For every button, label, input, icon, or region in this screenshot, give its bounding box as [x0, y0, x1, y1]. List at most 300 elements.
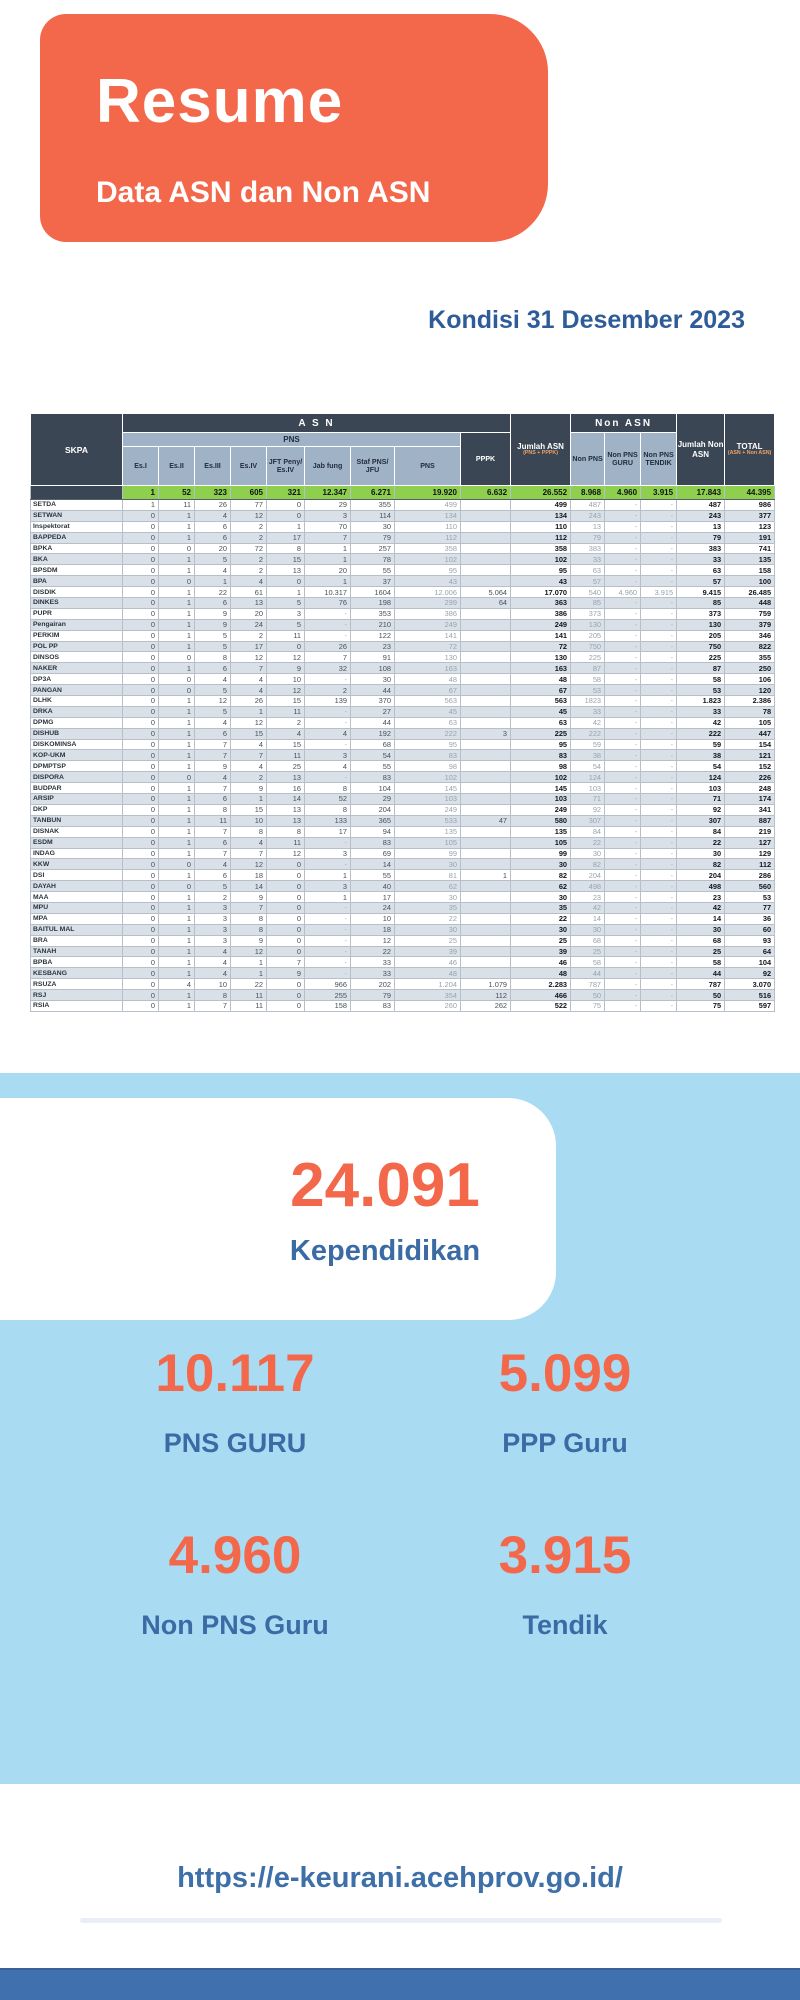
cell: 112	[461, 990, 511, 1001]
table-row	[31, 935, 775, 946]
cell: 14	[267, 794, 305, 805]
cell: 85	[571, 598, 605, 609]
cell: -	[641, 902, 677, 913]
cell: 2	[305, 685, 351, 696]
cell: 0	[159, 674, 195, 685]
cell: 29	[305, 500, 351, 511]
cell: 77	[231, 500, 267, 511]
stat-value: 4.960	[168, 1526, 302, 1585]
cell: 64	[725, 946, 775, 957]
cell: 1	[159, 717, 195, 728]
cell: 16	[267, 783, 305, 794]
cell: 3	[305, 881, 351, 892]
cell: 986	[725, 500, 775, 511]
asn-table-container	[30, 413, 772, 1011]
cell: 192	[351, 728, 395, 739]
cell: 0	[267, 990, 305, 1001]
cell: -	[641, 685, 677, 696]
row-label: DISNAK	[31, 826, 123, 837]
cell: 53	[677, 685, 725, 696]
cell: 12.006	[395, 587, 461, 598]
cell: 4	[231, 685, 267, 696]
table-row	[31, 652, 775, 663]
cell: 14	[571, 913, 605, 924]
cell: -	[641, 598, 677, 609]
column-header-total	[725, 414, 775, 486]
cell: 563	[511, 696, 571, 707]
cell: 487	[571, 500, 605, 511]
cell: 750	[571, 641, 605, 652]
cell: -	[605, 946, 641, 957]
page-title: Resume	[96, 67, 344, 136]
cell: 54	[677, 761, 725, 772]
cell	[461, 500, 511, 511]
table-row	[31, 761, 775, 772]
cell: 122	[351, 630, 395, 641]
cell: 57	[677, 576, 725, 587]
table-row	[31, 500, 775, 511]
cell	[461, 772, 511, 783]
row-label: DSI	[31, 870, 123, 881]
cell: 3	[305, 848, 351, 859]
row-label: DKP	[31, 804, 123, 815]
cell: 1.823	[677, 696, 725, 707]
cell: 4	[195, 510, 231, 521]
cell: 370	[351, 696, 395, 707]
cell: 102	[511, 772, 571, 783]
cell: 91	[351, 652, 395, 663]
cell: 1	[159, 641, 195, 652]
cell: -	[605, 630, 641, 641]
row-label: Inspektorat	[31, 521, 123, 532]
stat-ppp-guru	[400, 1343, 730, 1459]
cell: 1	[159, 957, 195, 968]
cell: 64	[461, 598, 511, 609]
cell: 0	[123, 957, 159, 968]
cell: 12	[195, 696, 231, 707]
stat-non-pns-guru	[70, 1525, 400, 1641]
cell: 1	[159, 630, 195, 641]
cell: 55	[351, 565, 395, 576]
cell	[461, 641, 511, 652]
cell: 0	[123, 543, 159, 554]
cell: 57	[571, 576, 605, 587]
cell: 1	[159, 990, 195, 1001]
cell: 78	[351, 554, 395, 565]
cell: 87	[677, 663, 725, 674]
table-row	[31, 968, 775, 979]
cell: -	[605, 663, 641, 674]
cell: 25	[677, 946, 725, 957]
cell: 141	[511, 630, 571, 641]
row-label: DAYAH	[31, 881, 123, 892]
cell: 249	[395, 804, 461, 815]
cell: 0	[123, 576, 159, 587]
cell: 1	[123, 486, 159, 500]
group-header-asn: A S N	[123, 414, 511, 433]
cell: -	[605, 532, 641, 543]
cell: 759	[725, 608, 775, 619]
cell: 222	[571, 728, 605, 739]
cell: 1	[159, 761, 195, 772]
cell: 222	[395, 728, 461, 739]
cell: 75	[571, 1000, 605, 1011]
cell: 0	[159, 685, 195, 696]
cell: 11	[267, 706, 305, 717]
cell: -	[605, 859, 641, 870]
cell: 8	[267, 543, 305, 554]
cell: 46	[395, 957, 461, 968]
cell: 8.968	[571, 486, 605, 500]
cell: 257	[351, 543, 395, 554]
cell: 24	[231, 619, 267, 630]
cell: -	[641, 641, 677, 652]
footer-bar	[0, 1968, 800, 2000]
cell: -	[305, 608, 351, 619]
cell: 26.485	[725, 587, 775, 598]
table-row	[31, 510, 775, 521]
cell: 9.415	[677, 587, 725, 598]
cell: 12	[231, 652, 267, 663]
cell: 522	[511, 1000, 571, 1011]
cell: 7	[305, 652, 351, 663]
cell: 36	[725, 913, 775, 924]
cell: 58	[677, 957, 725, 968]
cell: 7	[231, 750, 267, 761]
cell: 83	[511, 750, 571, 761]
cell: 563	[395, 696, 461, 707]
cell: 9	[195, 761, 231, 772]
cell: 2.386	[725, 696, 775, 707]
cell: 20	[305, 565, 351, 576]
cell: 3	[461, 728, 511, 739]
cell: -	[605, 761, 641, 772]
cell: 108	[351, 663, 395, 674]
row-label: BPA	[31, 576, 123, 587]
cell: 3	[195, 924, 231, 935]
site-link[interactable]: https://e-keurani.acehprov.go.id/	[177, 1862, 623, 1894]
cell	[461, 630, 511, 641]
cell: 0	[123, 804, 159, 815]
cell: 44	[351, 717, 395, 728]
cell	[461, 946, 511, 957]
cell: 447	[725, 728, 775, 739]
cell: 286	[725, 870, 775, 881]
cell: 30	[511, 859, 571, 870]
cell: 8	[195, 804, 231, 815]
cell: 30	[511, 924, 571, 935]
cell: 210	[351, 619, 395, 630]
cell: 222	[677, 728, 725, 739]
stats-grid	[70, 1343, 730, 1641]
cell: 44	[571, 968, 605, 979]
cell: 386	[511, 608, 571, 619]
cell: 8	[231, 826, 267, 837]
cell: 13	[571, 521, 605, 532]
cell: 68	[677, 935, 725, 946]
cell: 0	[267, 881, 305, 892]
cell: 12	[231, 946, 267, 957]
cell: 5	[195, 685, 231, 696]
cell: 6	[195, 598, 231, 609]
cell: 84	[571, 826, 605, 837]
table-row	[31, 608, 775, 619]
cell: 174	[725, 794, 775, 805]
cell: 23	[571, 892, 605, 903]
cell: 52	[159, 486, 195, 500]
cell: 72	[395, 641, 461, 652]
cell	[461, 619, 511, 630]
cell: 4	[231, 739, 267, 750]
cell: 26	[231, 696, 267, 707]
cell: 99	[395, 848, 461, 859]
stat-pns-guru	[70, 1343, 400, 1459]
cell: -	[605, 706, 641, 717]
stat-value: 5.099	[498, 1344, 632, 1403]
cell: -	[605, 990, 641, 1001]
cell: 1	[159, 532, 195, 543]
cell: 1	[159, 706, 195, 717]
cell: -	[605, 804, 641, 815]
cell: 62	[511, 881, 571, 892]
column-header-jft: JFT Peny/ Es.IV	[267, 447, 305, 486]
cell: 5.064	[461, 587, 511, 598]
cell: 0	[123, 870, 159, 881]
cell: 87	[571, 663, 605, 674]
cell: 12	[351, 935, 395, 946]
cell	[461, 510, 511, 521]
row-label: DPMPTSP	[31, 761, 123, 772]
cell: 92	[677, 804, 725, 815]
cell: 1	[159, 598, 195, 609]
cell: -	[641, 979, 677, 990]
cell: 15	[267, 696, 305, 707]
cell: 9	[195, 619, 231, 630]
cell: 124	[677, 772, 725, 783]
cell: 19.920	[395, 486, 461, 500]
cell: 9	[231, 783, 267, 794]
cell: 243	[571, 510, 605, 521]
cell: 9	[267, 968, 305, 979]
cell: -	[605, 913, 641, 924]
cell: -	[305, 859, 351, 870]
cell: 1	[159, 1000, 195, 1011]
cell: 30	[395, 859, 461, 870]
cell: 95	[395, 565, 461, 576]
cell: -	[605, 521, 641, 532]
table-row	[31, 881, 775, 892]
cell: 13	[231, 598, 267, 609]
cell: 7	[231, 663, 267, 674]
cell: 249	[511, 804, 571, 815]
cell: 0	[123, 608, 159, 619]
cell: -	[641, 543, 677, 554]
cell: 4	[231, 761, 267, 772]
cell: 205	[571, 630, 605, 641]
cell: 135	[511, 826, 571, 837]
cell: 4	[195, 946, 231, 957]
cell: 3.915	[641, 587, 677, 598]
table-row	[31, 674, 775, 685]
cell: 112	[395, 532, 461, 543]
cell: -	[641, 728, 677, 739]
cell: 0	[123, 794, 159, 805]
cell: -	[605, 652, 641, 663]
cell: 1	[267, 521, 305, 532]
group-header-pns: PNS	[123, 433, 461, 447]
cell: 13	[267, 772, 305, 783]
cell: 84	[677, 826, 725, 837]
cell: 7	[305, 532, 351, 543]
cell: 8	[195, 990, 231, 1001]
cell: 1	[231, 706, 267, 717]
row-label: NAKER	[31, 663, 123, 674]
cell: 68	[351, 739, 395, 750]
cell: -	[641, 652, 677, 663]
site-url-row	[0, 1862, 800, 1895]
cell: 135	[395, 826, 461, 837]
row-label: KOP-UKM	[31, 750, 123, 761]
cell	[461, 696, 511, 707]
stat-label: PPP Guru	[502, 1428, 628, 1458]
table-row	[31, 1000, 775, 1011]
cell	[461, 543, 511, 554]
cell: 130	[511, 652, 571, 663]
row-label: KESBANG	[31, 968, 123, 979]
cell: 139	[305, 696, 351, 707]
row-label: ARSIP	[31, 794, 123, 805]
cell: 3	[305, 510, 351, 521]
cell: 0	[123, 772, 159, 783]
cell: 1	[159, 565, 195, 576]
cell: -	[641, 772, 677, 783]
cell: 1	[159, 968, 195, 979]
table-row	[31, 979, 775, 990]
cell: 76	[305, 598, 351, 609]
cell: 63	[395, 717, 461, 728]
cell: 346	[725, 630, 775, 641]
cell: -	[605, 1000, 641, 1011]
cell: 20	[195, 543, 231, 554]
cell: 29	[351, 794, 395, 805]
cell: 42	[677, 902, 725, 913]
cell: 15	[267, 554, 305, 565]
cell: 104	[351, 783, 395, 794]
cell: 0	[267, 510, 305, 521]
cell: 2	[267, 717, 305, 728]
cell	[461, 837, 511, 848]
cell: 67	[395, 685, 461, 696]
cell: 17	[267, 532, 305, 543]
cell: 7	[195, 783, 231, 794]
cell: 198	[351, 598, 395, 609]
stat-value: 3.915	[498, 1526, 632, 1585]
cell: 72	[231, 543, 267, 554]
table-row	[31, 946, 775, 957]
cell: 11	[231, 990, 267, 1001]
cell: 8	[231, 924, 267, 935]
row-label: DISPORA	[31, 772, 123, 783]
cell: 145	[511, 783, 571, 794]
cell: 50	[677, 990, 725, 1001]
cell: 33	[351, 957, 395, 968]
jumlah-asn-note: (PNS + PPPK)	[523, 450, 558, 457]
cell: 5	[195, 554, 231, 565]
table-row	[31, 663, 775, 674]
cell	[461, 565, 511, 576]
cell: 102	[395, 772, 461, 783]
cell	[461, 750, 511, 761]
cell: 4	[195, 968, 231, 979]
cell: 92	[725, 968, 775, 979]
cell: 1	[159, 870, 195, 881]
cell: 134	[395, 510, 461, 521]
cell: 6.271	[351, 486, 395, 500]
cell: 0	[123, 510, 159, 521]
cell: -	[641, 892, 677, 903]
table-row	[31, 521, 775, 532]
table-row	[31, 783, 775, 794]
table-row	[31, 902, 775, 913]
cell: -	[641, 1000, 677, 1011]
cell: 129	[725, 848, 775, 859]
cell: -	[641, 794, 677, 805]
cell: 307	[677, 815, 725, 826]
cell: -	[305, 837, 351, 848]
cell: 13	[267, 804, 305, 815]
cell	[461, 957, 511, 968]
cell: 70	[305, 521, 351, 532]
row-label: BAITUL MAL	[31, 924, 123, 935]
cell: 7	[195, 848, 231, 859]
cell: 0	[123, 892, 159, 903]
cell: -	[605, 641, 641, 652]
cell: 13	[677, 521, 725, 532]
cell: 0	[123, 826, 159, 837]
cell: 72	[511, 641, 571, 652]
row-label: DISDIK	[31, 587, 123, 598]
cell: 18	[351, 924, 395, 935]
cell: -	[605, 848, 641, 859]
cell: 26	[195, 500, 231, 511]
cell: 0	[267, 576, 305, 587]
stat-label: PNS GURU	[163, 1428, 307, 1458]
cell: 5	[195, 706, 231, 717]
cell: 0	[123, 924, 159, 935]
cell: 42	[571, 902, 605, 913]
table-row	[31, 598, 775, 609]
cell: 204	[571, 870, 605, 881]
cell: 53	[725, 892, 775, 903]
cell: 0	[123, 837, 159, 848]
cell: 17	[231, 641, 267, 652]
cell: 1	[159, 739, 195, 750]
cell: 6	[195, 663, 231, 674]
cell: 248	[725, 783, 775, 794]
cell: 377	[725, 510, 775, 521]
cell: 79	[351, 990, 395, 1001]
cell: 23	[351, 641, 395, 652]
cell: 0	[267, 1000, 305, 1011]
cell: 1	[159, 804, 195, 815]
cell	[461, 706, 511, 717]
cell: 1	[159, 837, 195, 848]
cell: 1	[159, 750, 195, 761]
row-label: DISKOMINSA	[31, 739, 123, 750]
kependidikan-label: Kependidikan	[289, 1235, 481, 1267]
cell: -	[641, 630, 677, 641]
cell: 3	[305, 750, 351, 761]
